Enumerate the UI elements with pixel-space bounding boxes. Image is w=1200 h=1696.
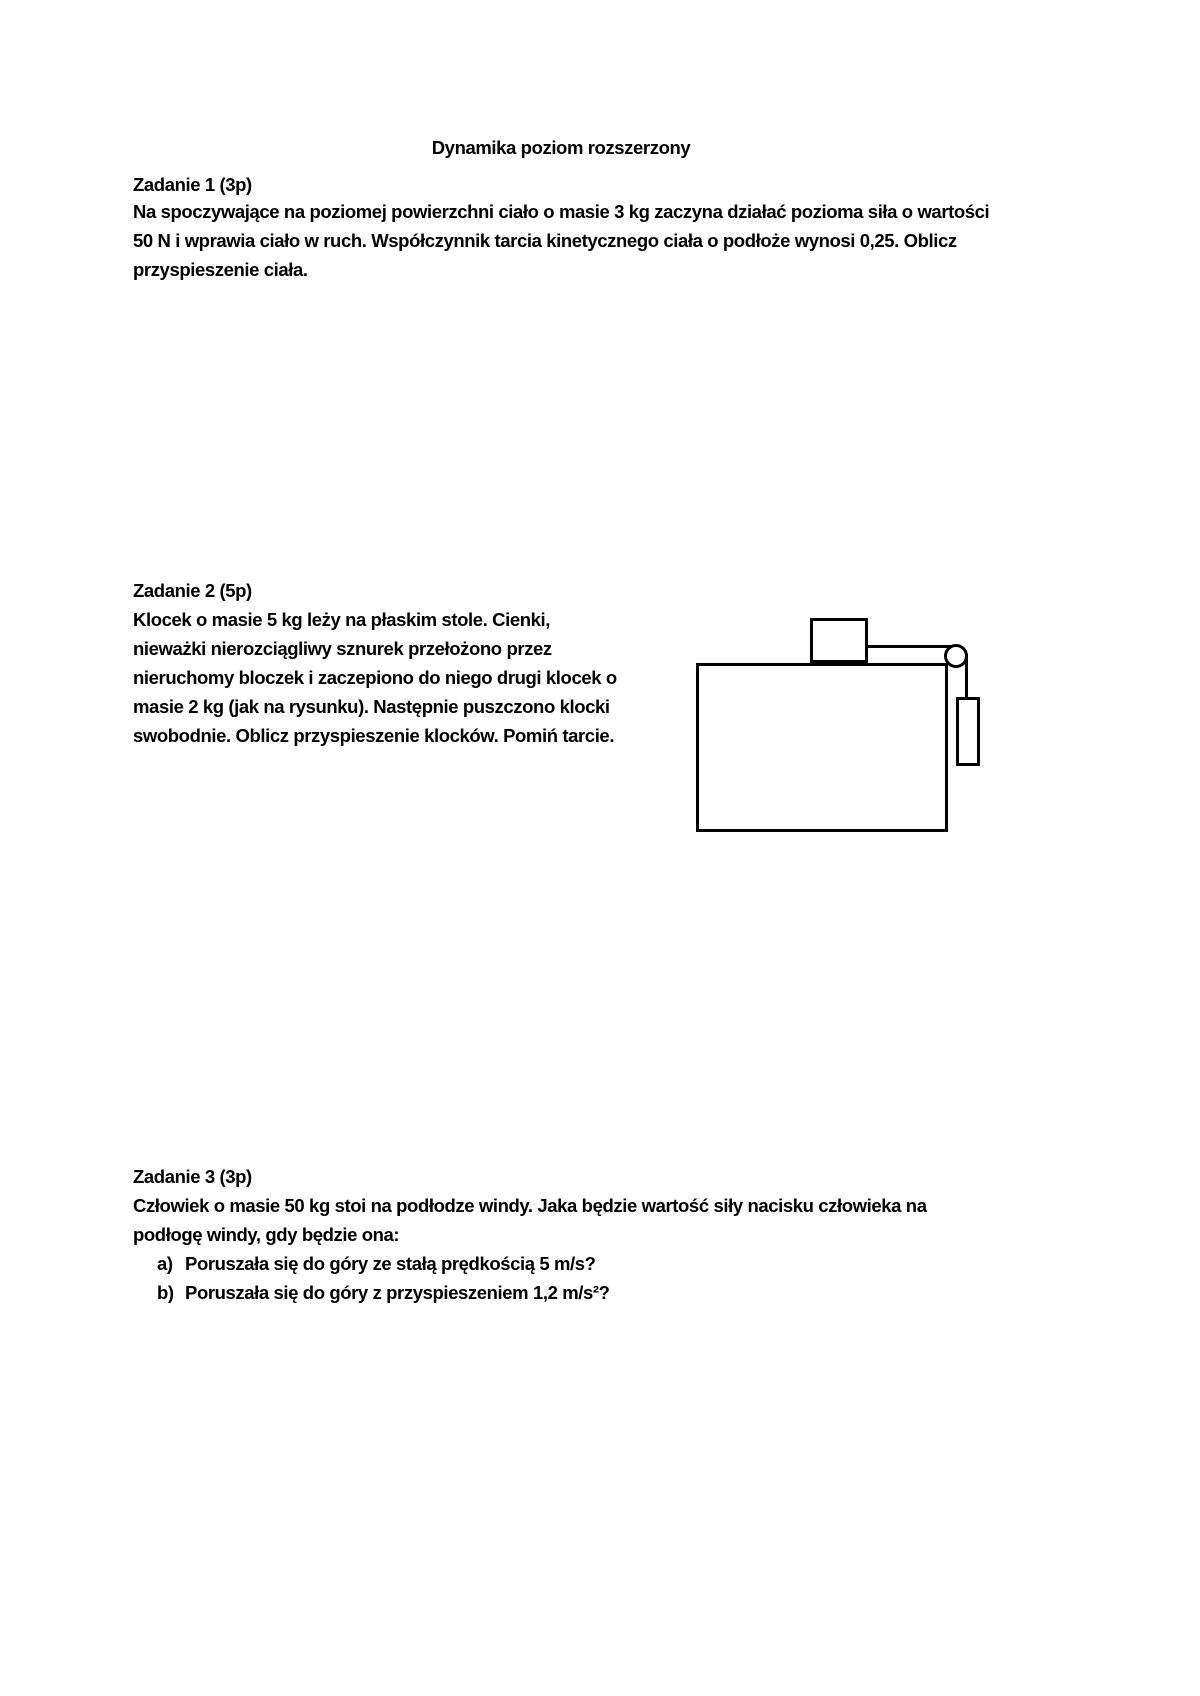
- task-3-line: Człowiek o masie 50 kg stoi na podłodze windy. Jaka będzie wartość siły nacisku człowieka na: [133, 1195, 927, 1216]
- task-1-line: przyspieszenie ciała.: [133, 259, 308, 280]
- task-2-line: Klocek o masie 5 kg leży na płaskim stole. Cienki,: [133, 609, 550, 630]
- pulley-wheel: [944, 644, 968, 668]
- task-3-body: [133, 1191, 927, 1307]
- string-horizontal: [866, 645, 958, 648]
- task-1-line: Na spoczywające na poziomej powierzchni ciało o masie 3 kg zaczyna działać pozioma siła o wartości: [133, 201, 990, 222]
- task-1-body: [133, 197, 989, 284]
- task-3-list-item-a: [133, 1249, 927, 1278]
- list-marker-b: b): [157, 1282, 174, 1303]
- table-rect: [696, 663, 948, 832]
- hanging-block: [956, 697, 980, 766]
- task-3-heading: Zadanie 3 (3p): [133, 1166, 252, 1187]
- task-1-line: 50 N i wprawia ciało w ruch. Współczynnik tarcia kinetycznego ciała o podłoże wynosi 0,25. Oblicz: [133, 230, 957, 251]
- task-2-heading: Zadanie 2 (5p): [133, 580, 252, 601]
- list-text-a: Poruszała się do góry ze stałą prędkością 5 m/s?: [185, 1253, 596, 1274]
- block-on-table: [810, 618, 868, 663]
- task-2-line: nieruchomy bloczek i zaczepiono do niego drugi klocek o: [133, 667, 617, 688]
- task-3-line: podłogę windy, gdy będzie ona:: [133, 1224, 400, 1245]
- task-2-body: [133, 605, 617, 750]
- task-2-line: swobodnie. Oblicz przyspieszenie klocków. Pomiń tarcie.: [133, 725, 615, 746]
- task-2-line: masie 2 kg (jak na rysunku). Następnie puszczono klocki: [133, 696, 610, 717]
- list-text-b: Poruszała się do góry z przyspieszeniem 1,2 m/s²?: [185, 1282, 610, 1303]
- task-2-line: nieważki nierozciągliwy sznurek przełożono przez: [133, 638, 552, 659]
- list-marker-a: a): [157, 1253, 173, 1274]
- task-3-list-item-b: [133, 1278, 927, 1307]
- page-title: Dynamika poziom rozszerzony: [431, 137, 691, 158]
- task-1-heading: Zadanie 1 (3p): [133, 174, 252, 195]
